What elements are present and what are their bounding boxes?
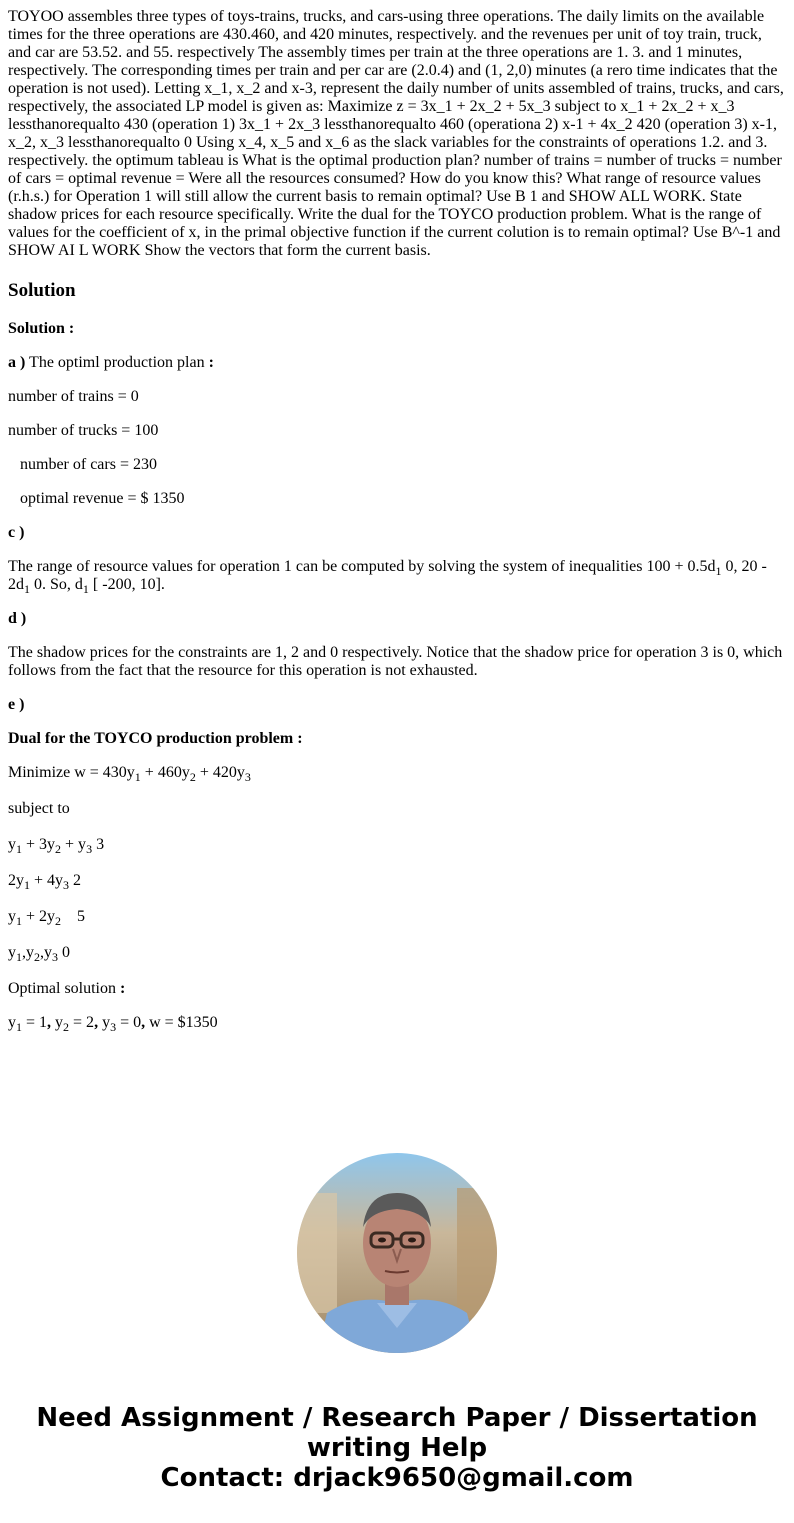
optimal-solution: $y_1 = 1$, $y_2 = 2$, $y_3 = 0$, w = $1350 [8,1014,218,1034]
dual-constraint-1: $y_1 + 3y_2 + y_3$ 3 [8,836,105,856]
trucks-count: number of trucks = 100 [8,422,159,439]
part-e-heading: e ) [8,696,25,713]
part-c-heading: c ) [8,524,25,541]
trains-count: number of trains = 0 [8,388,139,405]
optimal-revenue: optimal revenue = $ 1350 [20,490,185,507]
part-d-heading: d ) [8,610,27,627]
contact-banner [0,1403,794,1493]
part-c-text: The range of resource values for operation 1 can be computed by solving the system of inequalities $100 + 0.5d_1$ 0, $20 - 2d_1$ 0. So, $d_1$ [ -200, 10]. [8,558,767,596]
banner-contact-email: Contact: drjack9650@gmail.com [160,1463,634,1493]
cars-count: number of cars = 230 [20,456,157,473]
dual-title: Dual for the TOYCO production problem : [8,730,303,747]
avatar [297,1153,497,1353]
question-text: TOYOO assembles three types of toys-trains, trucks, and cars-using three operations. The daily limits on the available times for the three operations are 430.460, and 420 minutes, respectively. and the revenues per unit of toy train, truck, and car are 53.52. and 55. respectively The assembly times per train at the three operations are 1. 3. and 1 minutes, respectively. The corresponding times per train and per car are (2.0.4) and (1, 2,0) minutes (a rero time indicates that the operation is not used). Letting x_1, x_2 and x-3, represent the daily number of units assembled of trains, trucks, and cars, respectively, the associated LP model is given as: Maximize z = 3x_1 + 2x_2 + 5x_3 subject to x_1 + 2x_2 + x_3 lessthanorequalto 430 (operation 1) 3x_1 + 2x_3 lessthanorequalto 460 (operationa 2) x-1 + 4x_2 420 (operation 3) x-1, x_2, x_3 lessthanorequalto 0 Using x_4, x_5 and x_6 as the slack variables for the constraints of operations 1.2. and 3. respectively. the optimum tableau is What is the optimal production plan? number of trains = number of trucks = number of cars = optimal revenue = Were all the resources consumed? How do you know this? What range of resource values (r.h.s.) for Operation 1 will still allow the current basis to remain optimal? Use B 1 and SHOW ALL WORK. State shadow prices for each resource specifically. Write the dual for the TOYCO production problem. What is the range of values for the coefficient of x, in the primal objective function if the current colution is to remain optimal? Use B^-1 and SHOW AI L WORK Show the vectors that form the current basis. [8,8,784,259]
banner-line-1: Need Assignment / Research Paper / Dissertation [36,1403,758,1433]
subject-to: subject to [8,800,70,817]
dual-objective: Minimize $w = 430y_1 + 460y_2 + 420y_3$ [8,764,251,784]
person-photo-icon [297,1153,497,1353]
dual-constraint-2: $2y_1 + 4y_3$ 2 [8,872,82,892]
dual-constraint-3: $y_1 + 2y_2$ 5 [8,908,86,928]
solution-label: Solution : [8,320,75,337]
part-a-heading: a ) The optiml production plan : [8,354,214,371]
solution-heading: Solution [8,280,76,301]
part-d-text: The shadow prices for the constraints are 1, 2 and 0 respectively. Notice that the shadow price for operation 3 is 0, which follows from the fact that the resource for this operation is not exhausted. [8,644,783,679]
author-photo-block [0,1153,794,1353]
dual-nonnegativity: $y_1,y_2,y_3$ 0 [8,944,70,964]
banner-line-2: writing Help [306,1433,488,1463]
optimal-solution-label: Optimal solution : [8,980,126,997]
